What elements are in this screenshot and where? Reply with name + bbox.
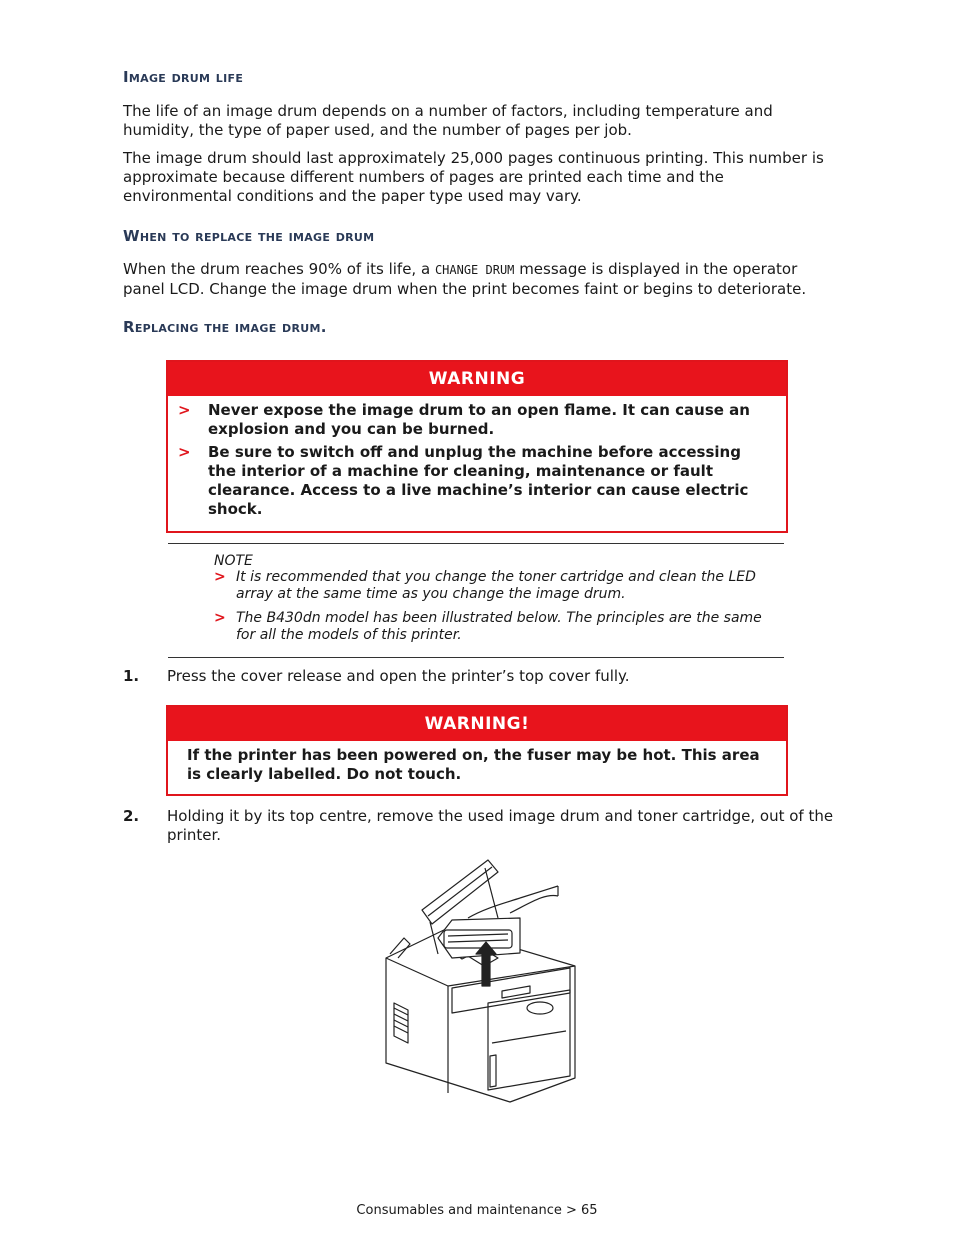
note-item: > It is recommended that you change the toner cartridge and clean the LED array at the same time as you change the image drum.	[214, 569, 756, 602]
step-2: 2. Holding it by its top centre, remove the used image drum and toner cartridge, out of the printer.	[123, 807, 834, 844]
warning-box-hot-fuser	[166, 705, 788, 796]
drum-life-paragraph-2: The image drum should last approximately 25,000 pages continuous printing. This number is approximate because different numbers of pages are printed each time and the environmental conditions and the paper type used may vary.	[123, 149, 824, 205]
warning-item: > Be sure to switch off and unplug the machine before accessing the interior of a machine for cleaning, maintenance or fault clearance. Access to a live machine’s interior can cause electric shock.	[178, 443, 749, 518]
warning-box	[166, 360, 788, 533]
heading-image-drum-life: Image drum life	[123, 68, 244, 86]
when-to-replace-paragraph: When the drum reaches 90% of its life, a CHANGE DRUM message is displayed in the operator panel LCD. Change the image drum when the print becomes faint or begins to deteriorate.	[123, 260, 807, 298]
page-footer: Consumables and maintenance > 65	[356, 1203, 598, 1218]
bullet-arrow-icon: >	[214, 610, 226, 626]
warning-text: If the printer has been powered on, the fuser may be hot. This area is clearly labelled. Do not touch.	[187, 746, 760, 783]
note-item: > The B430dn model has been illustrated below. The principles are the same for all the models of this printer.	[214, 610, 762, 643]
note-box	[168, 543, 784, 658]
note-title: NOTE	[214, 553, 253, 569]
warning-title: WARNING	[168, 362, 786, 396]
heading-when-to-replace: When to replace the image drum	[123, 227, 375, 245]
bullet-arrow-icon: >	[178, 443, 191, 461]
printer-drum-removal-illustration	[370, 858, 580, 1108]
change-drum-message: CHANGE DRUM	[434, 263, 515, 277]
heading-replacing-drum: Replacing the image drum.	[123, 318, 327, 336]
bullet-arrow-icon: >	[178, 401, 191, 419]
step-1: 1. Press the cover release and open the printer’s top cover fully.	[123, 667, 630, 685]
bullet-arrow-icon: >	[214, 569, 226, 585]
warning-title: WARNING!	[168, 707, 786, 741]
warning-item: > Never expose the image drum to an open flame. It can cause an explosion and you can be burned.	[178, 401, 750, 438]
drum-life-paragraph-1: The life of an image drum depends on a number of factors, including temperature and humidity, the type of paper used, and the number of pages per job.	[123, 102, 773, 139]
